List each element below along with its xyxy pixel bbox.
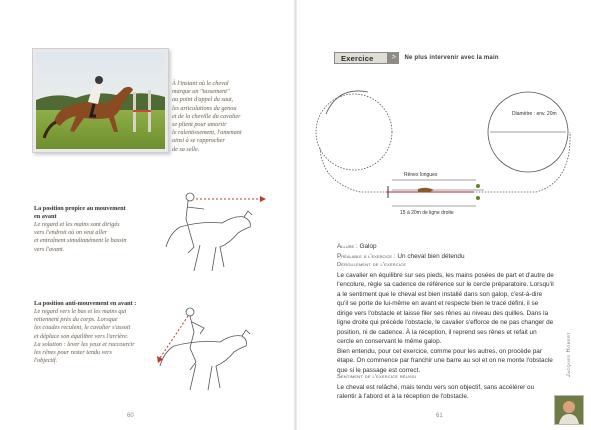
anti-forward-position-text: [34, 308, 146, 365]
rider-jump-photo-frame: [32, 48, 169, 153]
text-line: les rênes pour rester tendu vers: [34, 349, 112, 357]
allure-key: Allure :: [337, 243, 358, 250]
forward-position-text: [34, 221, 144, 254]
text-line: vers l'avant.: [34, 245, 65, 253]
deroulement-paragraph-2: Bien entendu, pour cet exercice, comme pour les autres, on procède par étape. On commence par franchir une barre au sol et on ne monte l'obstacle que si le passage est correct.: [337, 347, 553, 374]
text-line: Le regard vers le bas et les mains qui: [34, 308, 127, 315]
forward-position-block: [34, 205, 144, 254]
chevron-right-icon: >: [388, 52, 399, 64]
sentiment-title: Sentiment de l'exercice réussi: [337, 374, 417, 380]
exercise-description: [337, 242, 555, 375]
title-line: La position anti-mouvement en avant :: [34, 300, 137, 307]
forward-position-title: [34, 205, 144, 221]
caption-line: marque un "tassement": [172, 88, 230, 96]
deroulement-paragraph-1: Le cavalier en équilibre sur ses pieds, les mains posées de part et d'autre de l'encolure, règle sa cadence de référence sur le cercle préparatoire. Lorsqu'il a le sentiment que le cheval est bien installé dans son galop, c'est-à-dire qu'il se porte de lui-même en avant et respecte bien le tracé défini, il se dirige vers l'obstacle et laisse filer ses rênes au niveau des quilles. Dans la ligne droite qui précède l'obstacle, le cavalier s'efforce de ne pas changer de position, ni de cadence. À la réception, il reprend ses rênes et refait un cercle en conservant le même galop.: [337, 271, 554, 345]
forward-rider-sketch: [160, 187, 270, 275]
success-feeling: [337, 373, 555, 402]
prealable-line: [337, 252, 555, 262]
text-line: l'objectif.: [34, 357, 58, 365]
caption-line: se plient pour amortir: [172, 121, 227, 129]
diameter-label: Diamètre : env. 20m: [512, 111, 557, 117]
backward-rider-sketch: [150, 300, 258, 395]
text-line: vers l'endroit où on veut aller: [34, 229, 108, 237]
exercise-subtitle: Ne plus intervenir avec la main: [404, 55, 499, 61]
title-line: La position propice au mouvement: [34, 205, 126, 212]
text-line: La solution : lever les yeux et raccourcir: [34, 340, 135, 348]
reins-label: Rênes longues: [404, 172, 438, 178]
caption-line: ainsi à se rapprocher: [172, 137, 225, 145]
left-page: [0, 0, 295, 430]
distance-label: 15 à 20m de ligne droite: [400, 210, 454, 216]
anti-forward-position-block: [34, 300, 146, 365]
obstacle: [386, 186, 474, 198]
circle-exercise-diagram: [308, 68, 578, 238]
text-line: retiennent près du corps. Lorsque: [34, 316, 118, 324]
sentiment-text: Le cheval est relâché, mais tendu vers son objectif, sans accélérer ou ralentir à l'abord et à la réception de l'obstacle.: [337, 383, 535, 400]
page-number-right: 61: [436, 413, 443, 419]
cone-marker-2: [476, 196, 480, 200]
text-line: et déplace son équilibre vers l'arrière.: [34, 332, 129, 340]
allure-value: Galop: [359, 243, 377, 250]
text-line: et entraînent simultanément le bassin: [34, 237, 127, 245]
rider-jump-photo: [36, 52, 165, 149]
right-page: [296, 0, 591, 430]
caption-line: les articulations du genou: [172, 104, 237, 112]
exercise-header: [334, 52, 499, 64]
track-path: [320, 132, 570, 192]
deroulement-title: Déroulement de l'exercice: [337, 262, 407, 268]
author-name: Jacques Robert: [566, 332, 572, 378]
caption-line: et de la cheville du cavalier: [172, 112, 241, 120]
text-line: les coudes reculent, le cavalier s'assoit: [34, 324, 131, 332]
cone-marker-1: [476, 184, 480, 188]
caption-line: de sa selle.: [172, 145, 200, 153]
author-photo: [554, 395, 584, 425]
allure-line: [337, 242, 555, 252]
caption-line: au point d'appel du saut,: [172, 96, 234, 104]
anti-forward-position-title: [34, 300, 146, 308]
caption-line: À l'instant où le cheval: [172, 80, 229, 87]
text-line: Le regard et les mains sont dirigés: [34, 221, 120, 228]
prealable-value: Un cheval bien détendu: [397, 252, 465, 260]
page-number-left: 60: [127, 413, 134, 419]
caption-line: le ralentissement, l'amenant: [172, 129, 242, 137]
exercise-label: Exercice: [334, 52, 388, 64]
prealable-key: Préalable à l'exercice :: [337, 252, 396, 260]
photo-caption: [172, 80, 264, 154]
left-circle: [316, 94, 392, 170]
title-line: en avant: [34, 213, 57, 220]
